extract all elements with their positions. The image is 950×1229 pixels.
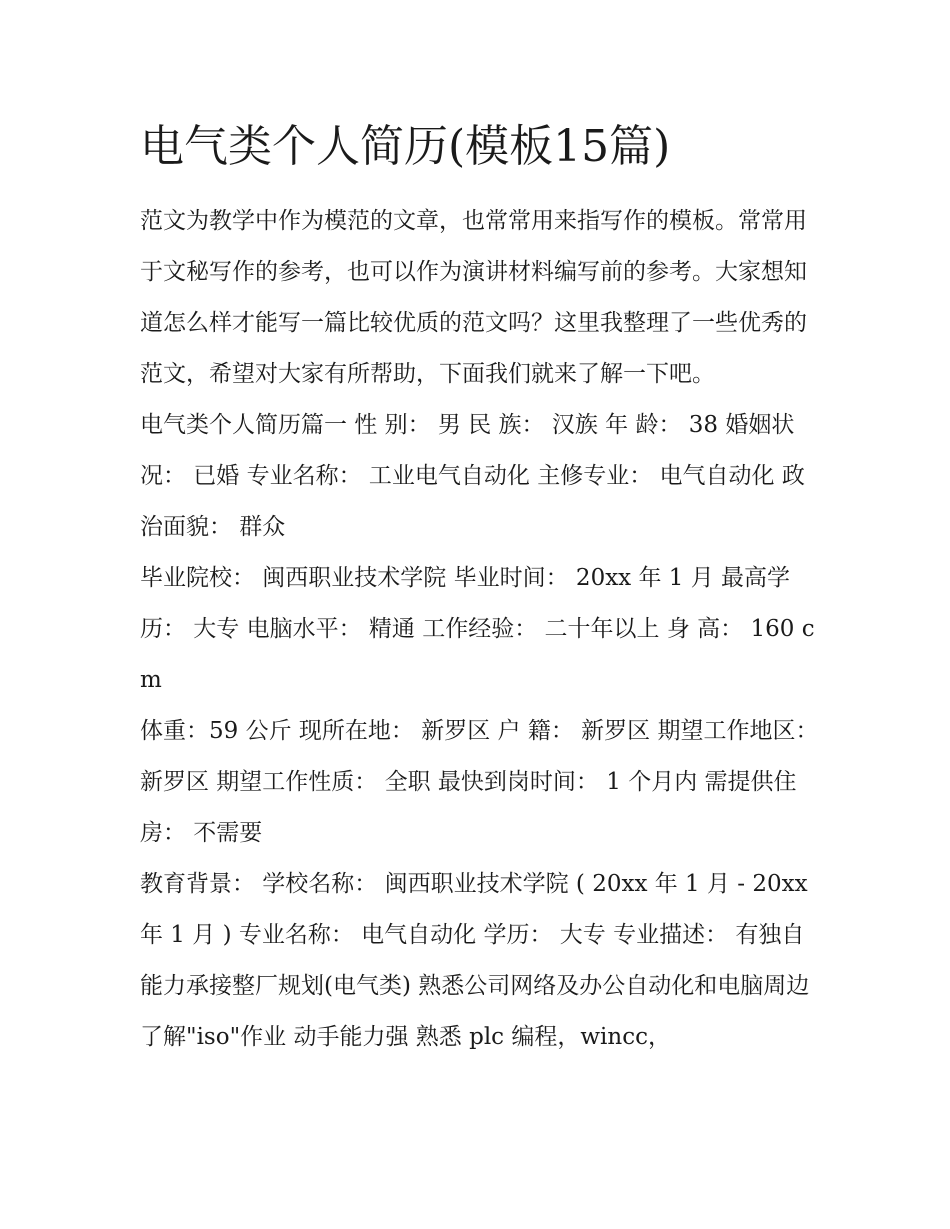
document-body: [140, 196, 820, 1063]
job-preference-paragraph: 体重：59 公斤 现所在地： 新罗区 户 籍： 新罗区 期望工作地区： 新罗区 期望工作性质： 全职 最快到岗时间： 1 个月内 需提供住房： 不需要: [140, 718, 819, 846]
personal-info-paragraph: 电气类个人简历篇一 性 别： 男 民 族： 汉族 年 龄： 38 婚姻状况： 已婚 专业名称： 工业电气自动化 主修专业： 电气自动化 政治面貌： 群众: [140, 412, 805, 540]
document-title: 电气类个人简历(模板15篇): [140, 121, 671, 172]
intro-paragraph: 范文为教学中作为模范的文章，也常常用来指写作的模板。常常用于文秘写作的参考，也可以作为演讲材料编写前的参考。大家想知道怎么样才能写一篇比较优质的范文吗？这里我整理了一些优秀的范文，希望对大家有所帮助，下面我们就来了解一下吧。: [140, 208, 807, 387]
graduation-info-paragraph: 毕业院校： 闽西职业技术学院 毕业时间： 20xx 年 1 月 最高学历： 大专 电脑水平： 精通 工作经验： 二十年以上 身 高： 160 cm: [140, 565, 815, 693]
education-background-paragraph: 教育背景： 学校名称： 闽西职业技术学院 ( 20xx 年 1 月 - 20xx 年 1 月 ) 专业名称： 电气自动化 学历： 大专 专业描述： 有独自能力承接整厂规划(电气类) 熟悉公司网络及办公自动化和电脑周边 了解"iso"作业 动手能力强 熟悉 plc 编程，wincc，: [140, 871, 810, 1050]
